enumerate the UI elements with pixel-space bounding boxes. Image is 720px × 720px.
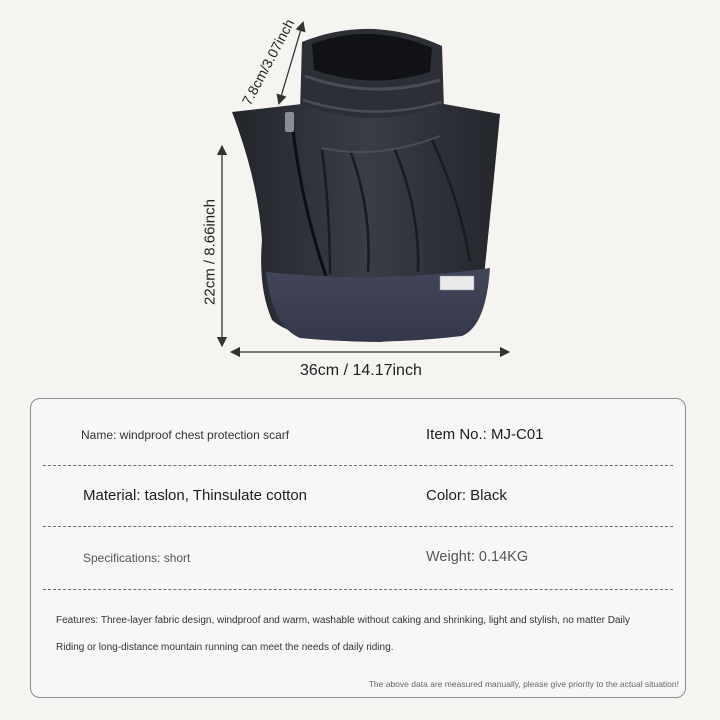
item-number: Item No.: MJ-C01 <box>426 426 544 443</box>
features-line-1: Features: Three-layer fabric design, windproof and warm, washable without caking and shrinking, light and stylish, no matter Daily <box>56 615 630 626</box>
specifications: Specifications: short <box>83 551 191 565</box>
divider <box>43 465 673 466</box>
product-name: Name: windproof chest protection scarf <box>81 428 290 442</box>
neck-height-label: 7.8cm/3.07inch <box>238 16 298 108</box>
measurement-note: The above data are measured manually, please give priority to the actual situation! <box>368 679 679 689</box>
zipper-pull <box>285 112 294 132</box>
height-label: 22cm / 8.66inch <box>201 199 219 305</box>
divider <box>43 589 673 590</box>
label-tag <box>440 276 474 290</box>
spec-card <box>30 398 686 698</box>
weight: Weight: 0.14KG <box>426 549 529 565</box>
material: Material: taslon, Thinsulate cotton <box>83 487 308 504</box>
features-line-2: Riding or long-distance mountain running can meet the needs of daily riding. <box>56 642 394 653</box>
divider <box>43 526 673 527</box>
color: Color: Black <box>426 487 507 504</box>
width-label: 36cm / 14.17inch <box>300 362 422 379</box>
